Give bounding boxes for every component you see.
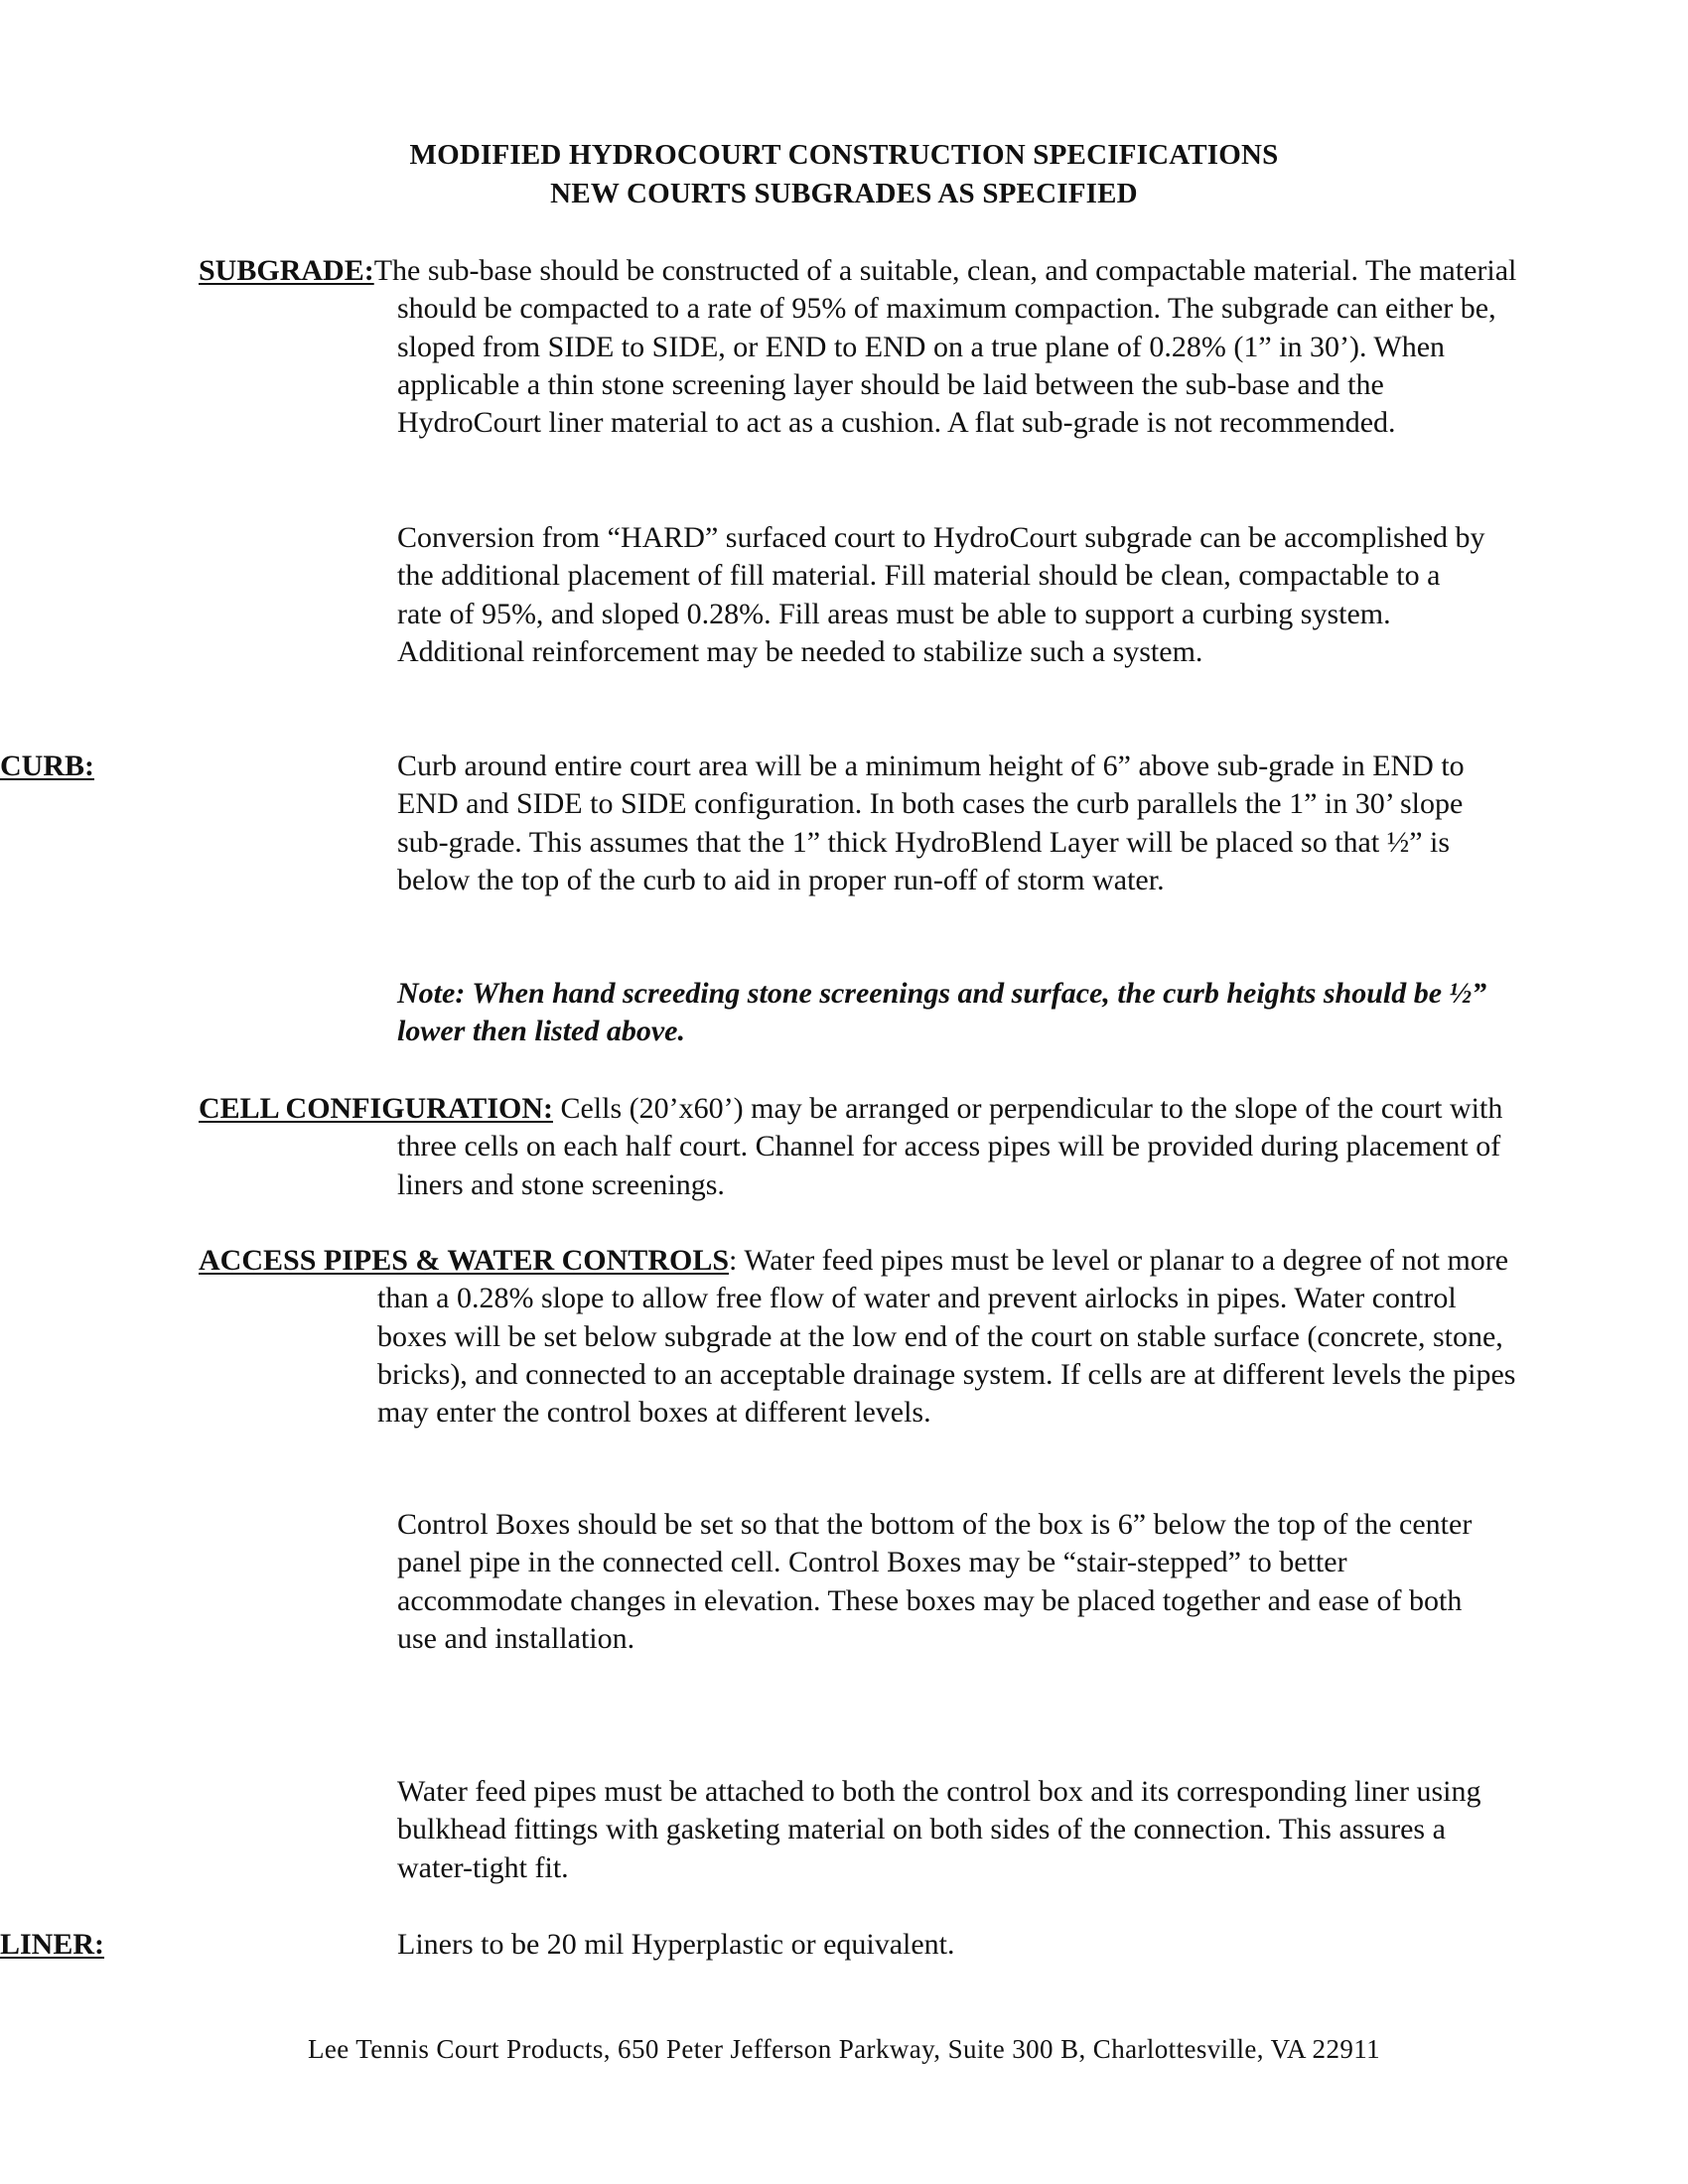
- liner-paragraph: [0, 1926, 1519, 1964]
- water-feed-pipes-paragraph: Water feed pipes must be attached to both the control box and its corresponding liner using bulkhead fittings with gasketing material on both sides of the connection. This assures a water-tight fit.: [397, 1775, 1481, 1884]
- access-pipes-text: Water feed pipes must be level or planar to a degree of not more than a 0.28% slope to allow free flow of water and prevent airlocks in pipes. Water control boxes will be set below subgrade at the low end of the court on stable surface (concrete, stone, bricks), and connected to an acceptable drainage system. If cells are at different levels the pipes may enter the control boxes at different levels.: [377, 1244, 1516, 1430]
- subgrade-conversion-paragraph: Conversion from “HARD” surfaced court to HydroCourt subgrade can be accomplished by the additional placement of fill material. Fill material should be clean, compactable to a rate of 95%, and sloped 0.28%. Fill areas must be able to support a curbing system. Additional reinforcement may be needed to stabilize such a system.: [397, 521, 1485, 668]
- control-boxes-paragraph: Control Boxes should be set so that the bottom of the box is 6” below the top of the center panel pipe in the connected cell. Control Boxes may be “stair-stepped” to better accommodate changes in elevation. These boxes may be placed together and ease of both use and installation.: [397, 1508, 1473, 1655]
- page-footer: Lee Tennis Court Products, 650 Peter Jefferson Parkway, Suite 300 B, Charlottesville, VA 22911: [307, 2034, 1381, 2064]
- curb-label: CURB:: [0, 750, 94, 782]
- subgrade-paragraph: [199, 252, 1519, 442]
- subgrade-label: SUBGRADE:: [199, 254, 374, 287]
- cell-configuration-paragraph: [199, 1090, 1519, 1204]
- access-pipes-label: ACCESS PIPES & WATER CONTROLS: [199, 1244, 730, 1277]
- document-title-line-1: MODIFIED HYDROCOURT CONSTRUCTION SPECIFICATIONS: [409, 139, 1279, 171]
- access-pipes-paragraph: [199, 1242, 1519, 1432]
- curb-text: Curb around entire court area will be a minimum height of 6” above sub-grade in END to END and SIDE to SIDE configuration. In both cases the curb parallels the 1” in 30’ slope sub-grade. This assumes that the 1” thick HydroBlend Layer will be placed so that ½” is below the top of the curb to aid in proper run-off of storm water.: [397, 750, 1465, 896]
- curb-note: Note: When hand screeding stone screenings and surface, the curb heights should be ½” lower then listed above.: [397, 977, 1487, 1048]
- document-title-line-2: NEW COURTS SUBGRADES AS SPECIFIED: [550, 178, 1138, 209]
- cell-configuration-text: Cells (20’x60’) may be arranged or perpendicular to the slope of the court with three cells on each half court. Channel for access pipes will be provided during placement of liners and stone screenings.: [397, 1092, 1503, 1201]
- liner-text: Liners to be 20 mil Hyperplastic or equivalent.: [397, 1928, 955, 1961]
- curb-paragraph: [0, 748, 1519, 899]
- liner-label: LINER:: [0, 1928, 105, 1961]
- access-pipes-label-suffix: :: [729, 1244, 738, 1277]
- cell-configuration-label: CELL CONFIGURATION:: [199, 1092, 553, 1125]
- subgrade-text: The sub-base should be constructed of a suitable, clean, and compactable material. The material should be compacted to a rate of 95% of maximum compaction. The subgrade can either be, sloped from SIDE to SIDE, or END to END on a true plane of 0.28% (1” in 30’). When applicable a thin stone screening layer should be laid between the sub-base and the HydroCourt liner material to act as a cushion. A flat sub-grade is not recommended.: [373, 254, 1517, 440]
